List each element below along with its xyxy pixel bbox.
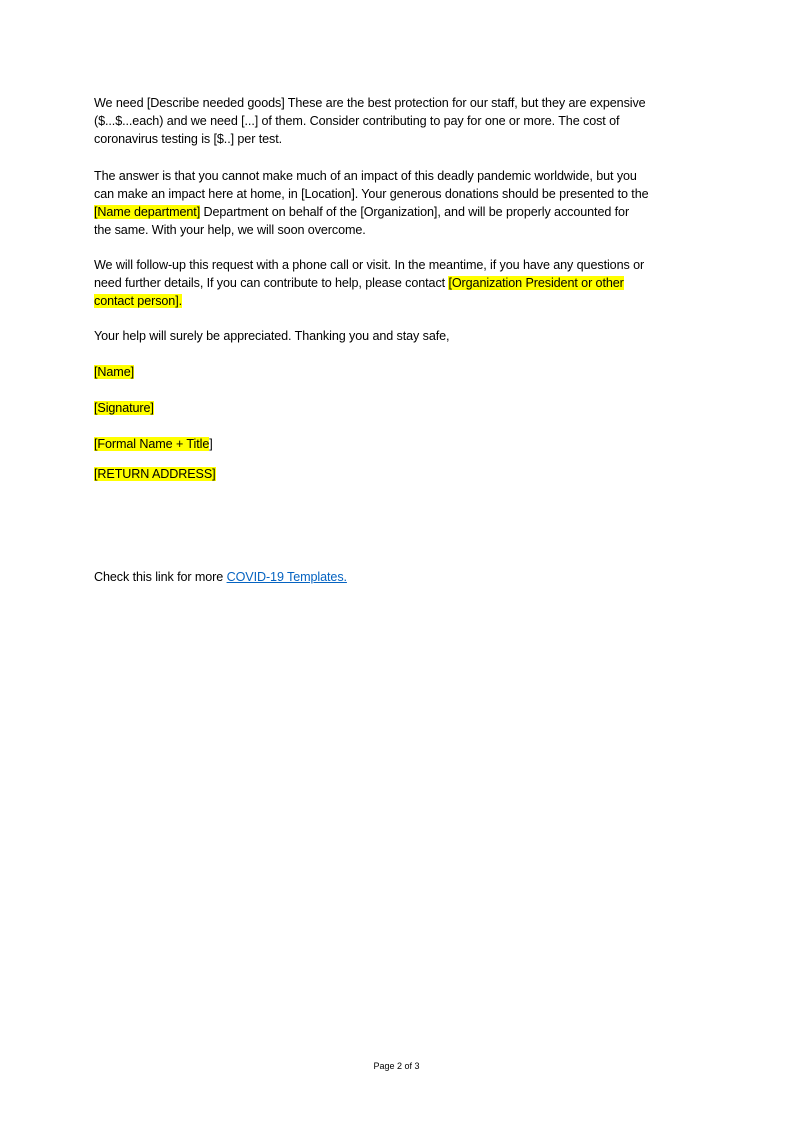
text-segment: Department on behalf of the [Organization], and will be properly accounted for [200,205,630,219]
text-line [94,203,629,221]
text-line [94,274,624,292]
name-line [94,363,134,381]
text-line: can make an impact here at home, in [Location]. Your generous donations should be presented to the [94,187,649,201]
text-line: We need [Describe needed goods] These are the best protection for our staff, but they are expensive [94,96,646,110]
placeholder-name-department: [Name department] [94,205,201,219]
covid-templates-link[interactable]: COVID-19 Templates. [226,570,347,584]
text-line: We will follow-up this request with a phone call or visit. In the meantime, if you have any questions or [94,258,645,272]
placeholder-return-address: [RETURN ADDRESS] [94,467,216,481]
text-line: coronavirus testing is [$..] per test. [94,132,282,146]
text-line [94,292,182,310]
text-line: The answer is that you cannot make much of an impact of this deadly pandemic worldwide, but you [94,169,637,183]
text-line: the same. With your help, we will soon overcome. [94,223,366,237]
page-number: Page 2 of 3 [373,1061,420,1071]
link-line [94,568,347,586]
text-line: ($...$...each) and we need [...] of them. Consider contributing to pay for one or more. The cost of [94,114,620,128]
closing-line: Your help will surely be appreciated. Thanking you and stay safe, [94,329,450,343]
text-segment: ] [209,437,213,451]
formal-name-line [94,435,213,453]
placeholder-name: [Name] [94,365,134,379]
text-segment: Check this link for more [94,570,227,584]
placeholder-formal-name: [Formal Name + Title [94,437,210,451]
signature-line [94,399,154,417]
placeholder-contact-person: contact person]. [94,294,183,308]
return-address-line [94,465,216,483]
text-segment: need further details, If you can contribute to help, please contact [94,276,449,290]
placeholder-signature: [Signature] [94,401,154,415]
placeholder-contact-person: [Organization President or other [448,276,624,290]
